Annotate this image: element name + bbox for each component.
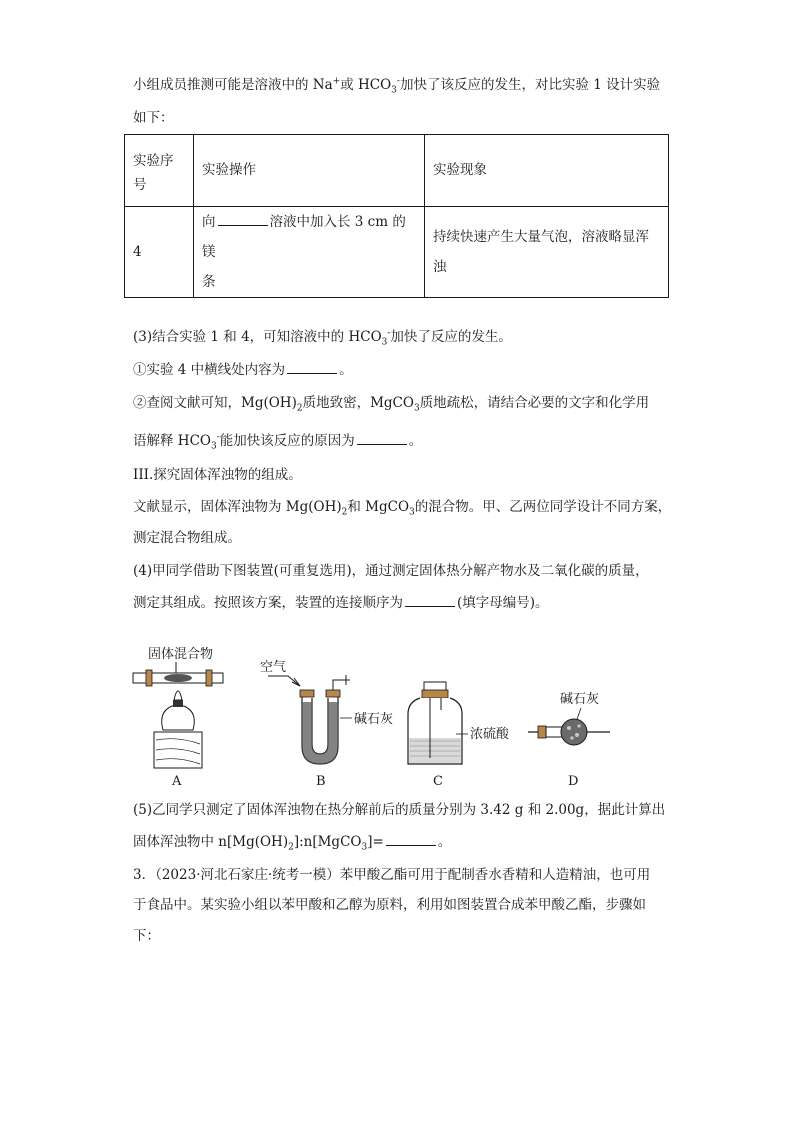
q3-sub: 3 (413, 403, 420, 414)
q3-sub: 3 (381, 337, 388, 348)
apparatus-d (528, 692, 610, 789)
experiment-table (124, 134, 669, 298)
q3-line-1 (133, 325, 512, 348)
q3-text: (3)结合实验 1 和 4，可知溶液中的 HCO (133, 329, 382, 345)
q3-text: 。 (339, 362, 353, 378)
alcohol-lamp (162, 706, 195, 730)
answer-blank[interactable] (357, 432, 407, 445)
apparatus-a (133, 646, 223, 789)
lit-text: 文献显示，固体浑浊物为 Mg(OH) (133, 499, 342, 515)
q3-sub1 (133, 358, 353, 378)
table-header-cell (125, 135, 194, 207)
q3-text: ①实验 4 中横线处内容为 (133, 362, 286, 378)
q3-text: 能加快该反应的原因为 (219, 433, 355, 449)
q5-line-1: (5)乙同学只测定了固体浑浊物在热分解前后的质量分别为 3.42 g 和 2.00g，据此计算出 (133, 802, 666, 818)
intro-sup: - (396, 76, 400, 87)
letter-b: B (316, 774, 326, 789)
cell-text: 持续快速产生大量气泡，溶液略显浑 (433, 229, 649, 245)
intro-text: 加快了该反应的发生，对比实验 1 设计实验 (399, 77, 661, 93)
q5-text: ]= (367, 834, 384, 850)
section-3-lit-line-1 (133, 495, 672, 518)
table-header-cell: 实验操作 (194, 135, 425, 207)
q4-text: 测定其组成。按照该方案，装置的连接顺序为 (133, 595, 403, 611)
intro-text: 小组成员推测可能是溶液中的 Na (133, 77, 333, 93)
label-soda-lime-b: 碱石灰 (354, 712, 394, 727)
section-3-lit-line-2: 测定混合物组成。 (133, 530, 241, 546)
q3-sub: 3 (210, 441, 217, 452)
lit-text: 的混合物。甲、乙两位同学设计不同方案， (414, 499, 672, 515)
label-soda-lime-d: 碱石灰 (560, 692, 600, 707)
soda-lime-fill (302, 702, 338, 764)
letter-a: A (172, 774, 182, 789)
q3-text: 语解释 HCO (133, 433, 211, 449)
label-air: 空气 (260, 660, 287, 675)
q3-text: 加快了反应的发生。 (390, 329, 512, 345)
cell-text: 向 (202, 214, 216, 230)
q5-text: ]:n[MgCO (293, 834, 362, 850)
table-cell (425, 207, 669, 298)
label-conc-sulfuric-acid: 浓硫酸 (470, 727, 510, 742)
lit-sub: 3 (409, 507, 415, 518)
drying-bulb (561, 719, 587, 745)
table-cell (194, 207, 425, 298)
q-next-line-1: 3．（2023·河北石家庄·统考一模）苯甲酸乙酯可用于配制香水香精和人造精油，也可用 (133, 867, 651, 883)
apparatus-b (260, 659, 393, 789)
q3-text: 。 (408, 433, 423, 449)
q4-line-2 (133, 591, 549, 611)
q3-sub: 2 (296, 403, 303, 414)
q-next-line-3: 下： (133, 928, 160, 944)
intro-line-2: 如下： (133, 110, 174, 126)
answer-blank[interactable] (405, 594, 455, 607)
intro-sup: + (332, 76, 341, 87)
intro-line-1 (133, 73, 661, 96)
lit-sub: 2 (341, 507, 348, 518)
intro-text: 或 HCO (340, 77, 392, 93)
q3-sub2-line-2 (133, 429, 423, 452)
lit-text: 和 MgCO (347, 499, 410, 515)
answer-blank[interactable] (287, 361, 337, 374)
table-header-cell: 实验现象 (425, 135, 669, 207)
q4-line-1: (4)甲同学借助下图装置(可重复选用)，通过测定固体热分解产物水及二氧化碳的质量， (133, 563, 649, 579)
cell-text: 溶液中加入长 3 cm 的镁 (202, 214, 406, 260)
header-text: 号 (133, 176, 147, 193)
cell-text: 条 (202, 274, 216, 290)
cell-text: 浊 (433, 259, 447, 275)
letter-c: C (433, 774, 443, 789)
q5-text: 固体浑浊物中 n[Mg(OH) (133, 834, 289, 850)
q3-sub2-line-1 (133, 391, 650, 414)
q3-text: 质地疏松，请结合必要的文字和化学用 (419, 395, 650, 411)
q5-sub: 3 (361, 842, 368, 853)
q5-text: 。 (437, 834, 452, 850)
header-text: 实验序 (133, 152, 174, 169)
answer-blank[interactable] (386, 833, 436, 846)
q3-text: 质地致密，MgCO (302, 395, 414, 411)
intro-sub: 3 (391, 85, 397, 96)
q4-text: (填字母编号)。 (457, 595, 549, 611)
answer-blank[interactable] (218, 213, 268, 226)
q3-sup: - (216, 432, 220, 443)
q3-text: ②查阅文献可知，Mg(OH) (133, 395, 297, 411)
section-3-title: III.探究固体浑浊物的组成。 (133, 467, 302, 483)
apparatus-figure (128, 640, 628, 790)
apparatus-c (408, 682, 510, 789)
acid-level (409, 738, 461, 763)
label-solid-mixture: 固体混合物 (148, 647, 214, 662)
flame (174, 691, 182, 700)
q5-line-2 (133, 830, 452, 853)
q-next-line-2: 于食品中。某实验小组以苯甲酸和乙醇为原料，利用如图装置合成苯甲酸乙酯，步骤如 (133, 897, 646, 913)
table-header-row (125, 135, 669, 207)
letter-d: D (568, 774, 579, 789)
q3-sup: - (387, 328, 391, 339)
q5-sub: 2 (288, 842, 294, 853)
table-row (125, 207, 669, 298)
table-cell: 4 (125, 207, 194, 298)
